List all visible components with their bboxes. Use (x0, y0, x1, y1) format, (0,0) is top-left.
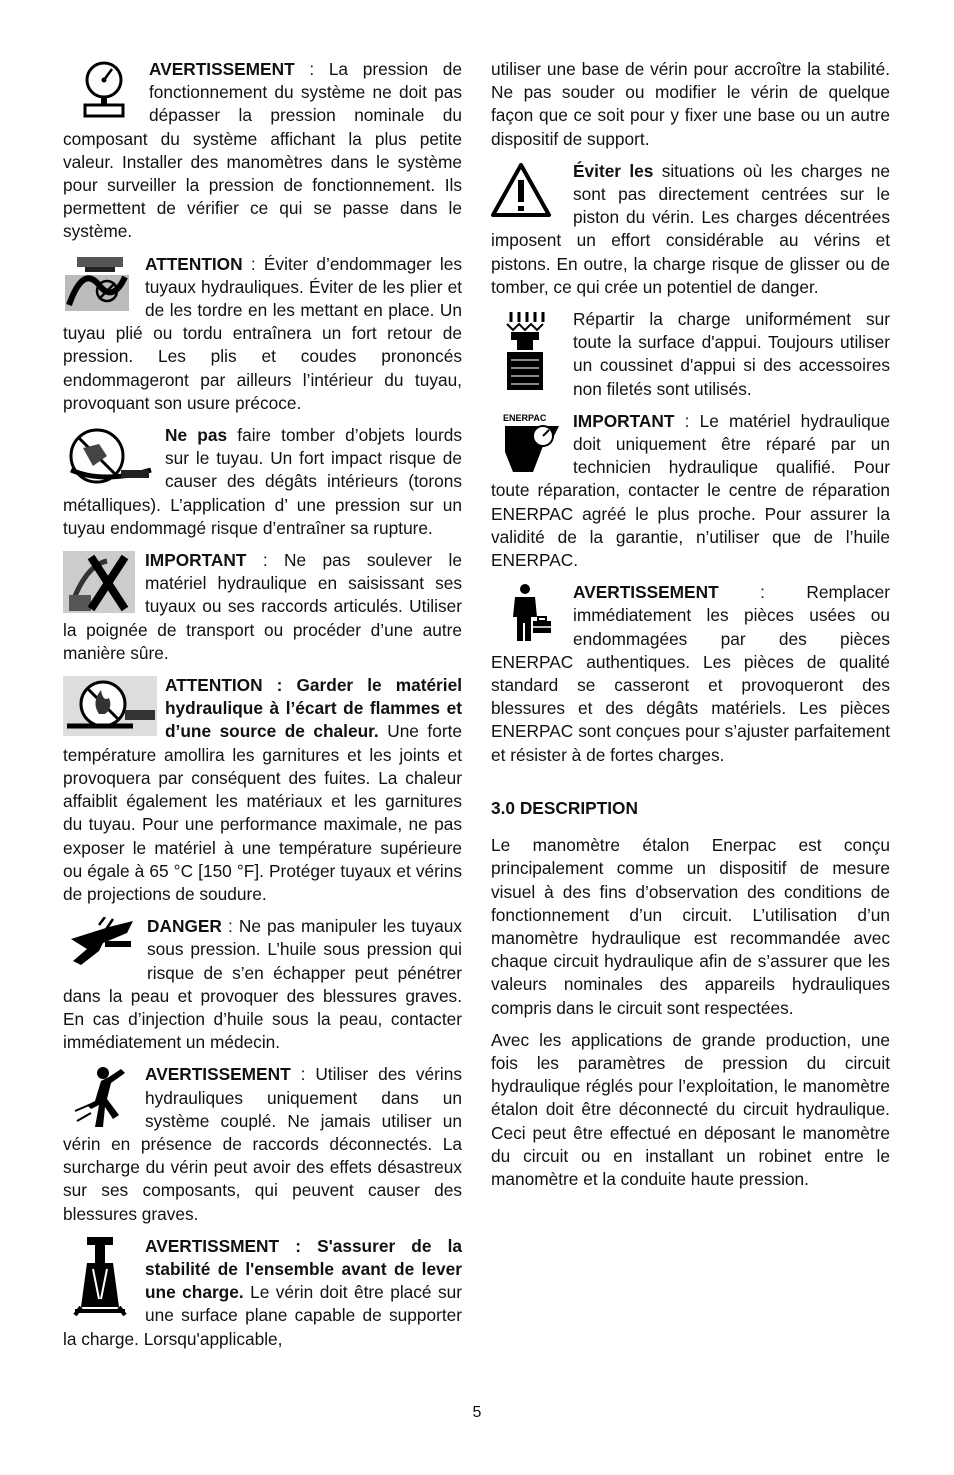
block-bold: AVERTISSEMENT (145, 1064, 291, 1085)
enerpac-service-icon (503, 412, 561, 476)
block-bold: IMPORTANT (145, 550, 247, 571)
warning-triangle-icon (491, 162, 551, 218)
stable-cylinder-icon (73, 1237, 127, 1317)
left-column (63, 58, 462, 1360)
block-text: : Le matériel hydraulique doit uniquement être réparé par un technicien hydraulique qualifié. Pour toute réparation, contacter le centre de réparation ENERPAC agréé le plus proche. Pour assurer la validité de la garantie, n’utiliser que de l’huile ENERPAC. (491, 410, 890, 571)
warning-pressure (63, 58, 462, 244)
saddle-load-icon (503, 310, 547, 394)
oil-injection-hand-icon (69, 917, 135, 969)
block-bold: Ne pas (165, 425, 228, 446)
block-text: Le vérin doit être placé sur une surface plane capable de supporter la charge. Lorsqu'applicable, (63, 1282, 463, 1349)
no-flame-icon (63, 676, 157, 736)
important-lifting (63, 549, 462, 665)
block-text: : La pression de fonctionnement du système ne doit pas dépasser la pression nominale du composant du système affichant la plus petite valeur. Installer des manomètres dans le système pour surveiller la pression de fonctionnement. Ils permettent de vérifier ce qui se passe dans le système. (63, 59, 462, 242)
warning-coupled-system (63, 1063, 462, 1225)
distribute-load (491, 308, 890, 401)
injured-person-icon (73, 1065, 127, 1129)
block-bold: IMPORTANT (573, 410, 675, 431)
block-bold: AVERTISSMENT : S'assurer de la stabilité de l'ensemble avant de lever une charge. (145, 1235, 462, 1303)
block-bold: DANGER (147, 916, 222, 937)
attention-heat (63, 674, 462, 906)
no-lift-by-hose-icon (63, 551, 135, 613)
block-text: : Utiliser des vérins hydrauliques uniquement dans un système couplé. Ne jamais utiliser un vérin en présence de raccords déconnectés. La surcharge du vérin peut avoir des effets désastreux sur ses composants, qui peuvent causer des blessures graves. (63, 1064, 462, 1224)
block-bold: Éviter les (573, 160, 654, 181)
description-paragraph: Le manomètre étalon Enerpac est conçu principalement comme un dispositif de mesure visuel à des fins d’observation des conditions de fonctionnement d’un circuit. L’utilisation d’un manomètre hydraulique est recommandée avec chaque circuit hydraulique afin de s’assurer que les valeurs nominales des appareils hydrauliques compris dans le circuit sont respectées. (491, 835, 890, 1018)
continuation-text: utiliser une base de vérin pour accroître la stabilité. Ne pas souder ou modifier le vérin de quelque façon que ce soit pour y fixer une base ou un autre dispositif de support. (491, 59, 890, 149)
enerpac-logo-text: ENERPAC (503, 412, 547, 423)
block-text: : Éviter d’endommager les tuyaux hydrauliques. Éviter de les plier et de les tordre en les mettant en place. Un tuyau plié ou tordu entraînera un fort retour de pression. Les plis et coudes prononcés endommageront par ailleurs l’intérieur du tuyau, provoquant son usure précoce. (63, 253, 462, 413)
block-bold: AVERTISSEMENT (573, 582, 719, 603)
important-repair (491, 410, 890, 572)
block-text: faire tomber d’objets lourds sur le tuyau. Un fort impact risque de causer des dégâts intérieurs (torons métalliques). L’application d’ une pression sur un tuyau endommagé risque d’entraîner sa rupture. (63, 425, 462, 538)
block-bold: ATTENTION : Garder le matériel hydraulique à l’écart de flammes et d’une source de chaleur. (165, 675, 462, 742)
right-column (491, 58, 890, 1200)
no-drop-on-hose-icon (63, 426, 153, 488)
kinked-hose-icon (63, 255, 131, 313)
block-text: Une forte température amollira les garnitures et les joints et provoquera par conséquent des fuites. La chaleur affaiblit également les matériaux et les garnitures du tuyau. Pour une performance maximale, ne pas exposer le matériel à une température supérieure ou égale à 65 °C [150 °F]. Protéger tuyaux et vérins de projections de soudure. (63, 721, 462, 904)
attention-hoses (63, 253, 462, 415)
block-text: Répartir la charge uniformément sur toute la surface d'appui. Toujours utiliser un coussinet d'appui si des accessoires non filetés sont utilisés. (573, 309, 890, 399)
block-text: : Remplacer immédiatement les pièces usées ou endommagées par des pièces ENERPAC authentiques. Les pièces de qualité standard se casseront et provoqueront des blessures et des dégâts matériels. Les pièces ENERPAC sont conçues pour s’ajuster parfaitement et résister à de fortes charges. (491, 582, 890, 765)
no-drop-objects (63, 424, 462, 540)
block-text: : Ne pas manipuler les tuyaux sous pression. L’huile sous pression qui risque de s’en échapper peut pénétrer dans la peau et provoquer des blessures graves. En cas d’injection d’huile sous la peau, contacter immédiatement un médecin. (63, 916, 462, 1053)
description-paragraph: Avec les applications de grande production, une fois les paramètres de pression du circuit hydraulique réglés pour l’exploitation, le manomètre étalon doit être déconnecté du circuit hydraulique. Ceci peut être effectué en déposant le manomètre du circuit ou en installant un robinet entre le manomètre et la conduite haute pression. (491, 1029, 890, 1189)
block-text: : Ne pas soulever le matériel hydraulique en saisissant ses tuyaux ou ses raccords articulés. Utiliser la poignée de transport ou procéder d’une autre manière sûre. (63, 550, 462, 663)
technician-toolbox-icon (511, 583, 551, 643)
block-bold: AVERTISSEMENT (149, 59, 295, 79)
block-bold: ATTENTION (145, 253, 243, 274)
avoid-off-center (491, 160, 890, 299)
section-title: 3.0 DESCRIPTION (491, 797, 638, 818)
block-text: situations où les charges ne sont pas directement centrées sur le piston du vérin. Les charges décentrées imposent un effort considérable au vérins et pistons. En outre, la charge risque de glisser ou de tomber, ce qui crée un potentiel de danger. (491, 160, 890, 297)
danger-pressurized-hoses (63, 915, 462, 1054)
warning-stability (63, 1235, 462, 1351)
pressure-gauge-icon (81, 60, 127, 120)
warning-replace-parts (491, 581, 890, 767)
page-number: 5 (472, 1404, 482, 1421)
